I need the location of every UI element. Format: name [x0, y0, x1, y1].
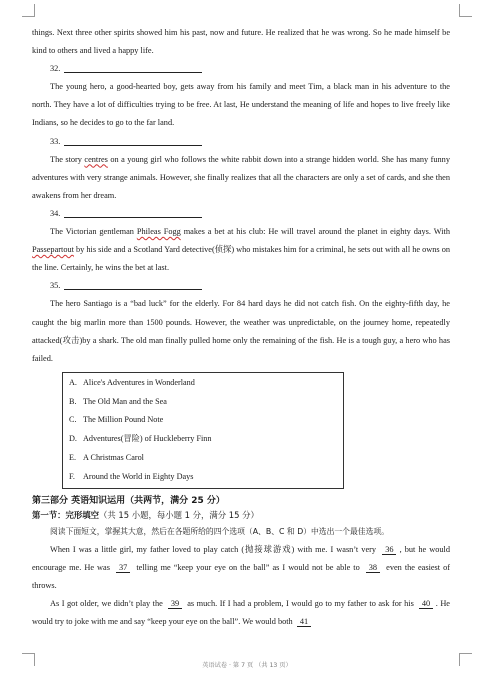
option-text: The Old Man and the Sea [83, 396, 167, 406]
paragraph-text: The young hero, a good-hearted boy, gets away from his family and meet Tim, a black man in his adventure to the north. They have a lot of difficulties trying to be free. At last, He understand the meaning of life and hopes to live freely like Indians, so he decides to go to the far land. [32, 82, 450, 128]
cloze-blank[interactable]: 38 [366, 563, 380, 573]
cloze-text: as much. If I had a problem, I would go to my father to ask for his [184, 598, 417, 608]
option-letter: F. [69, 471, 75, 481]
item-number-line [32, 133, 450, 151]
item-number-line [32, 205, 450, 223]
options-box [62, 372, 344, 489]
answer-blank[interactable] [64, 62, 202, 73]
option-item [69, 393, 343, 412]
paragraph-text: by his side and a Scotland Yard detective(侦探) who mistakes him for a criminal, he sets out with all he owns on the line. Certainly, he wins the bet at last. [32, 245, 451, 273]
part-three-title: 第三部分 英语知识运用（共两节，满分 25 分） [32, 495, 225, 506]
item-paragraph [32, 223, 450, 277]
cloze-text: When I was a little girl, my father loved to play catch (抛接球游戏) with me. I wasn’t very [50, 544, 380, 554]
item-number: 34. [50, 208, 61, 218]
option-text: Alice's Adventures in Wonderland [83, 377, 195, 387]
section-one-title [32, 508, 450, 522]
crop-mark-top-left [22, 4, 35, 17]
cloze-text: even the easiest of throws. [32, 562, 451, 590]
paragraph-text: The Victorian gentleman [50, 227, 137, 237]
cloze-paragraph [32, 541, 450, 595]
paragraph-text: The story [50, 154, 85, 164]
section-instruction: 阅读下面短文，掌握其大意，然后在各题所给的四个选项（A、B、C 和 D）中选出一个最佳选项。 [50, 526, 389, 536]
item-number: 32. [50, 64, 61, 74]
item-paragraph [32, 295, 450, 367]
paragraph-text: The hero Santiago is a “bad luck” for the elderly. For 84 hard days he did not catch fish. On the eighty-fifth day, he caught the big marlin more than 1500 pounds. However, the weather was unpredictable, on the journey home, repeatedly attacked(攻击)by a shark. The old man finally pulled home only the remaining of the fish. He is a tough guy, a hero who has failed. [32, 299, 450, 363]
page-content [32, 24, 450, 631]
section-one-name: 第一节：完形填空 [32, 509, 99, 520]
cloze-blank[interactable]: 41 [297, 617, 311, 627]
continued-paragraph: things. Next three other spirits showed him his past, now and future. He realized that he was wrong. So he made himself be kind to others and lived a happy life. [32, 28, 450, 56]
option-item [69, 430, 343, 449]
cloze-text: . He would try to joke with me and say “keep your eye on the ball”. We would both [32, 598, 450, 626]
cloze-passage [32, 541, 450, 631]
option-letter: E. [69, 452, 77, 462]
cloze-text: , but he would encourage me. He was [32, 544, 451, 572]
spellcheck-word: Passepartout [32, 245, 74, 255]
crop-mark-top-right [459, 4, 472, 17]
reading-items [32, 60, 450, 368]
item-number: 35. [50, 281, 61, 291]
item-paragraph [32, 151, 450, 205]
paragraph-text: on a young girl who follows the white rabbit down into a strange hidden world. She has many funny adventures with very strange animals. However, she finally realizes that all the characters are only a set of cards, and she then awakens from her dream. [32, 154, 450, 200]
option-item [69, 449, 343, 468]
cloze-blank[interactable]: 36 [382, 545, 396, 555]
spellcheck-word: centres [84, 154, 108, 164]
cloze-text: As I got older, we didn’t play the [50, 598, 166, 608]
page-footer: 英语试卷 · 第 7 页 （共 13 页） [202, 662, 292, 669]
option-item [69, 411, 343, 430]
answer-blank[interactable] [64, 207, 202, 218]
item-number: 33. [50, 136, 61, 146]
item-paragraph [32, 78, 450, 132]
option-text: Around the World in Eighty Days [83, 471, 194, 481]
answer-blank[interactable] [64, 135, 202, 146]
option-letter: C. [69, 415, 77, 425]
item-number-line [32, 277, 450, 295]
option-text: The Million Pound Note [83, 415, 164, 425]
option-text: A Christmas Carol [83, 452, 144, 462]
section-one-scoring: （共 15 小题，每小题 1 分，满分 15 分） [99, 509, 259, 520]
item-number-line [32, 60, 450, 78]
cloze-blank[interactable]: 37 [116, 563, 130, 573]
option-text: Adventures(冒险) of Huckleberry Finn [83, 434, 212, 444]
cloze-blank[interactable]: 39 [168, 599, 182, 609]
spellcheck-word: Phileas Fogg [136, 227, 181, 237]
option-item [69, 468, 343, 487]
cloze-text: telling me “keep your eye on the ball” as I would not be able to [133, 562, 363, 572]
option-letter: D. [69, 434, 77, 444]
cloze-blank[interactable]: 40 [419, 599, 433, 609]
option-letter: B. [69, 396, 77, 406]
option-item [69, 374, 343, 393]
cloze-paragraph [32, 595, 450, 631]
option-letter: A. [69, 377, 77, 387]
answer-blank[interactable] [64, 279, 202, 290]
paragraph-text: makes a bet at his club: He will travel around the planet in eighty days. With [180, 227, 450, 237]
